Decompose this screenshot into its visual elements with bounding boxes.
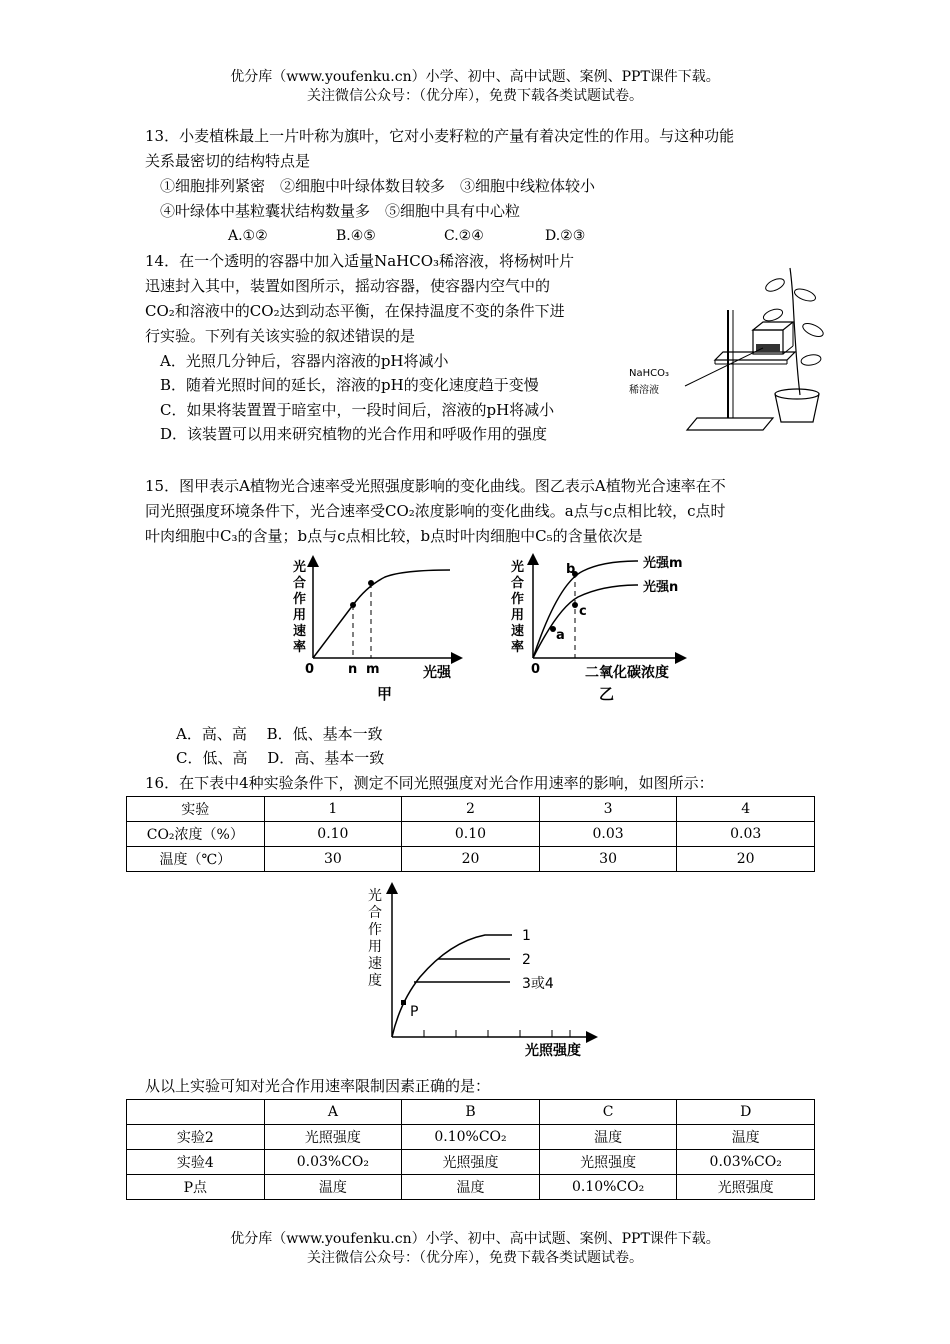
chart-jia-ylabel-3: 作 <box>293 592 307 607</box>
table-cell: 0.10 <box>264 822 402 847</box>
chart-yi-label-b: b <box>566 562 576 577</box>
chart-jia-point-m <box>368 580 374 586</box>
q13-option-a: A.①② <box>228 228 268 244</box>
chart-yi-label-a: a <box>556 628 565 643</box>
chart-yi-series-m-label: 光强m <box>643 556 683 571</box>
q16-chart-ticks <box>424 1030 570 1037</box>
table-cell: 实验2 <box>127 1125 265 1150</box>
q16-conclusion: 从以上实验可知对光合作用速率限制因素正确的是： <box>145 1077 491 1095</box>
q15-options-cd: C．低、高 D．高、基本一致 <box>176 749 385 767</box>
table-cell: 温度 <box>264 1175 402 1200</box>
q13-items-2: ④叶绿体中基粒囊状结构数量多 ⑤细胞中具有中心粒 <box>160 202 521 220</box>
table-cell: 0.10%CO₂ <box>539 1175 677 1200</box>
table-cell: 0.03 <box>677 822 815 847</box>
q14-option-d: D．该装置可以用来研究植物的光合作用和呼吸作用的强度 <box>160 425 548 443</box>
table-cell: 温度 <box>539 1125 677 1150</box>
q16-conditions-table <box>126 796 815 872</box>
q14-option-b: B．随着光照时间的延长，溶液的pH的变化速度趋于变慢 <box>160 376 539 394</box>
table-row <box>127 797 815 822</box>
table-cell: 光照强度 <box>677 1175 815 1200</box>
table-cell: 0.03%CO₂ <box>677 1150 815 1175</box>
table-cell: 光照强度 <box>402 1150 540 1175</box>
chart-yi-ylabel-6: 率 <box>511 640 525 655</box>
table-cell: 光照强度 <box>264 1125 402 1150</box>
q13-option-c: C.②④ <box>444 228 484 244</box>
table-row <box>127 1150 815 1175</box>
chart-yi-label-c: c <box>579 604 587 619</box>
table-cell: 30 <box>539 847 677 872</box>
q13-stem-1: 13．小麦植株最上一片叶称为旗叶，它对小麦籽粒的产量有着决定性的作用。与这种功能 <box>145 127 735 145</box>
chart-yi-ylabel-4: 用 <box>511 608 525 623</box>
q15-stem-2: 同光照强度环境条件下，光合速率受CO₂浓度影响的变化曲线。a点与c点相比较，c点时 <box>145 502 726 520</box>
table-cell: 温度（℃） <box>127 847 265 872</box>
header-line-2: 关注微信公众号：（优分库），免费下载各类试题试卷。 <box>307 88 643 104</box>
q16-stem: 16．在下表中4种实验条件下，测定不同光照强度对光合作用速率的影响，如图所示： <box>145 774 714 792</box>
chart-jia-curve <box>313 570 450 658</box>
q16-chart-ylabel-5: 速 <box>368 956 382 972</box>
chart-yi-ylabel-2: 合 <box>511 576 525 591</box>
table-cell: 温度 <box>677 1125 815 1150</box>
q16-chart-label-1: 1 <box>522 928 531 944</box>
table-cell: 0.10%CO₂ <box>402 1125 540 1150</box>
table-row <box>127 847 815 872</box>
table-cell <box>127 1100 265 1125</box>
table-cell: 光照强度 <box>539 1150 677 1175</box>
table-cell: 0.03%CO₂ <box>264 1150 402 1175</box>
table-cell: P点 <box>127 1175 265 1200</box>
chart-jia-xlabel: 光强 <box>423 665 451 681</box>
table-cell: 30 <box>264 847 402 872</box>
q16-chart-xlabel: 光照强度 <box>525 1043 581 1059</box>
q14-option-c: C．如果将装置置于暗室中，一段时间后，溶液的pH将减小 <box>160 401 555 419</box>
q16-chart-ylabel-3: 作 <box>368 922 382 938</box>
table-cell: 1 <box>264 797 402 822</box>
header-line-1: 优分库（www.youfenku.cn）小学、初中、高中试题、案例、PPT课件下载。 <box>230 69 720 85</box>
q16-chart-label-2: 2 <box>522 952 531 968</box>
chart-yi-ylabel-1: 光 <box>511 560 525 575</box>
table-cell: A <box>264 1100 402 1125</box>
q16-chart-ylabel-6: 度 <box>368 973 382 989</box>
table-cell: 0.03 <box>539 822 677 847</box>
chart-yi-xlabel: 二氧化碳浓度 <box>585 665 669 681</box>
chart-jia-caption: 甲 <box>377 685 393 703</box>
chart-jia-tick-m: m <box>366 662 380 677</box>
q14-stem-3: CO₂和溶液中的CO₂达到动态平衡，在保持温度不变的条件下进 <box>145 302 565 320</box>
table-row <box>127 1100 815 1125</box>
q14-apparatus-figure <box>625 260 825 435</box>
table-cell: 0.10 <box>402 822 540 847</box>
chart-jia <box>285 553 475 705</box>
q16-answer-table <box>126 1099 815 1200</box>
q16-chart-label-p: P <box>410 1004 419 1020</box>
chart-yi <box>503 553 703 705</box>
table-cell: 20 <box>402 847 540 872</box>
q14-figure-label-2: 稀溶液 <box>629 385 659 396</box>
chart-jia-tick-n: n <box>348 662 358 677</box>
q16-chart-ylabel-4: 用 <box>368 939 382 955</box>
table-cell: C <box>539 1100 677 1125</box>
footer-line-1: 优分库（www.youfenku.cn）小学、初中、高中试题、案例、PPT课件下载。 <box>230 1231 720 1247</box>
table-row <box>127 822 815 847</box>
q15-stem-3: 叶肉细胞中C₃的含量；b点与c点相比较，b点时叶肉细胞中C₅的含量依次是 <box>145 527 643 545</box>
q16-chart <box>360 882 605 1062</box>
q13-option-b: B.④⑤ <box>336 228 376 244</box>
q16-chart-ylabel-1: 光 <box>368 888 382 904</box>
chart-yi-caption: 乙 <box>599 685 615 703</box>
q13-option-d: D.②③ <box>545 228 586 244</box>
chart-jia-origin: 0 <box>305 662 315 677</box>
q14-figure-label-1: NaHCO₃ <box>629 368 669 379</box>
chart-yi-origin: 0 <box>531 662 541 677</box>
chart-yi-series-n <box>533 585 638 658</box>
table-row <box>127 1175 815 1200</box>
chart-jia-ylabel-2: 合 <box>293 576 307 591</box>
q16-chart-series-1 <box>392 935 512 1037</box>
q14-option-a: A．光照几分钟后，容器内溶液的pH将减小 <box>160 352 449 370</box>
table-cell: 温度 <box>402 1175 540 1200</box>
q16-chart-point-p <box>401 1000 406 1005</box>
q13-stem-2: 关系最密切的结构特点是 <box>145 152 311 170</box>
chart-yi-series-n-label: 光强n <box>643 580 679 595</box>
table-cell: 实验4 <box>127 1150 265 1175</box>
q14-stem-2: 迅速封入其中，装置如图所示，摇动容器，使容器内空气中的 <box>145 277 551 295</box>
table-cell: 20 <box>677 847 815 872</box>
table-cell: 实验 <box>127 797 265 822</box>
footer-line-2: 关注微信公众号：（优分库），免费下载各类试题试卷。 <box>307 1250 643 1266</box>
q13-items-1: ①细胞排列紧密 ②细胞中叶绿体数目较多 ③细胞中线粒体较小 <box>160 177 596 195</box>
q16-chart-ylabel-2: 合 <box>368 905 382 921</box>
table-cell: 4 <box>677 797 815 822</box>
table-cell: CO₂浓度（%） <box>127 822 265 847</box>
chart-yi-ylabel-5: 速 <box>511 624 525 639</box>
q15-options-ab: A．高、高 B．低、基本一致 <box>176 725 383 743</box>
table-cell: D <box>677 1100 815 1125</box>
table-cell: 3 <box>539 797 677 822</box>
chart-jia-ylabel-1: 光 <box>293 560 307 575</box>
q15-stem-1: 15．图甲表示A植物光合速率受光照强度影响的变化曲线。图乙表示A植物光合速率在不 <box>145 477 726 495</box>
chart-yi-point-c <box>572 602 578 608</box>
q14-stem-1: 14．在一个透明的容器中加入适量NaHCO₃稀溶液，将杨树叶片 <box>145 252 575 270</box>
chart-jia-point-n <box>350 602 356 608</box>
q16-chart-label-34: 3或4 <box>522 976 554 992</box>
chart-jia-ylabel-5: 速 <box>293 624 307 639</box>
table-cell: B <box>402 1100 540 1125</box>
table-cell: 2 <box>402 797 540 822</box>
chart-jia-ylabel-6: 率 <box>293 640 307 655</box>
chart-jia-ylabel-4: 用 <box>293 608 307 623</box>
table-row <box>127 1125 815 1150</box>
q14-stem-4: 行实验。下列有关该实验的叙述错误的是 <box>145 327 416 345</box>
chart-yi-ylabel-3: 作 <box>511 592 525 607</box>
